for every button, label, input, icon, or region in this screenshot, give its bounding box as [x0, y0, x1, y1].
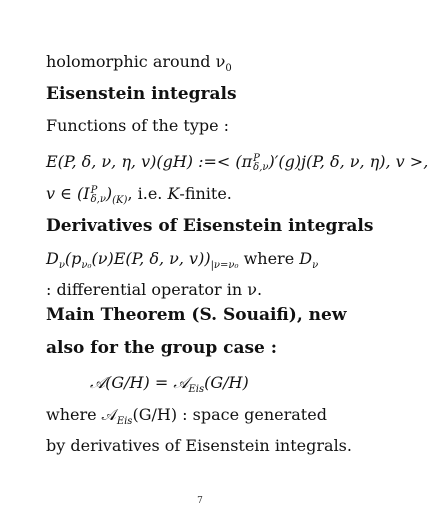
where-text: where [238, 249, 300, 268]
induced-indices [91, 186, 106, 204]
finite-text: -finite. [179, 184, 232, 203]
pi-subscript: δ,ν [253, 161, 269, 173]
d-symbol: D [46, 249, 59, 268]
eis-subscript-2: Eis [116, 416, 133, 427]
heading-main-theorem [46, 305, 346, 325]
text-line-holomorphic [46, 52, 232, 79]
induced-superscript: P [90, 184, 98, 196]
equation-eisenstein-definition [46, 152, 428, 172]
text-functions: Functions of the type : [46, 116, 230, 135]
evaluation-subscript: |ν=ν₀ [210, 260, 239, 271]
text-functions-of-type [46, 116, 229, 136]
heading-group-case [46, 338, 277, 358]
k-subscript: (K) [112, 195, 128, 206]
heading-derivatives [46, 216, 373, 236]
text-derivative-expression [46, 249, 318, 276]
by-derivatives-text: by derivatives of Eisenstein integrals. [46, 436, 352, 455]
where-a-text: where 𝒜 [46, 405, 117, 424]
heading-text: also for the group case : [46, 338, 278, 358]
close-paren: ) [105, 184, 113, 203]
differential-operator-text: : differential operator in ν. [46, 280, 263, 299]
nu-subscript-2: ν [312, 260, 319, 271]
pi-indices [253, 154, 268, 172]
text-holomorphic: holomorphic around ν [46, 52, 226, 71]
p-symbol: (p [64, 249, 82, 268]
induced-subscript: δ,ν [90, 193, 106, 205]
text-differential-operator [46, 280, 262, 300]
pi-superscript: P [253, 152, 260, 164]
nu0-subscript: ν₀ [81, 260, 92, 271]
eis-subscript: Eis [188, 384, 205, 395]
nu-subscript: ν [58, 260, 65, 271]
v-in-text: v ∈ (I [46, 184, 90, 203]
equation-main [90, 373, 249, 400]
e-expression: (ν)E(P, δ, ν, v)) [91, 249, 211, 268]
d-symbol-2: D [299, 249, 313, 268]
space-generated-text: (G/H) : space generated [132, 405, 327, 424]
heading-text: Main Theorem (S. Souaifi), new [46, 305, 347, 325]
eq-main-part-a: 𝒜(G/H) = 𝒜 [90, 373, 189, 392]
nu-zero-subscript: 0 [225, 63, 232, 74]
heading-eisenstein-integrals [46, 84, 237, 104]
eq-part-a: E(P, δ, ν, η, v)(gH) :=< (π [46, 152, 253, 171]
page-number: 7 [197, 496, 203, 506]
heading-text: Eisenstein integrals [46, 84, 237, 104]
text-by-derivatives [46, 436, 352, 456]
k-symbol: K [167, 184, 180, 203]
text-where-space-generated [46, 405, 327, 432]
heading-text: Derivatives of Eisenstein integrals [46, 216, 374, 236]
eq-main-part-b: (G/H) [204, 373, 249, 392]
ie-text: , i.e. [127, 184, 168, 203]
eq-part-b: )′(g)j(P, δ, ν, η), v >, [268, 152, 428, 171]
text-v-in-induced [46, 184, 232, 211]
